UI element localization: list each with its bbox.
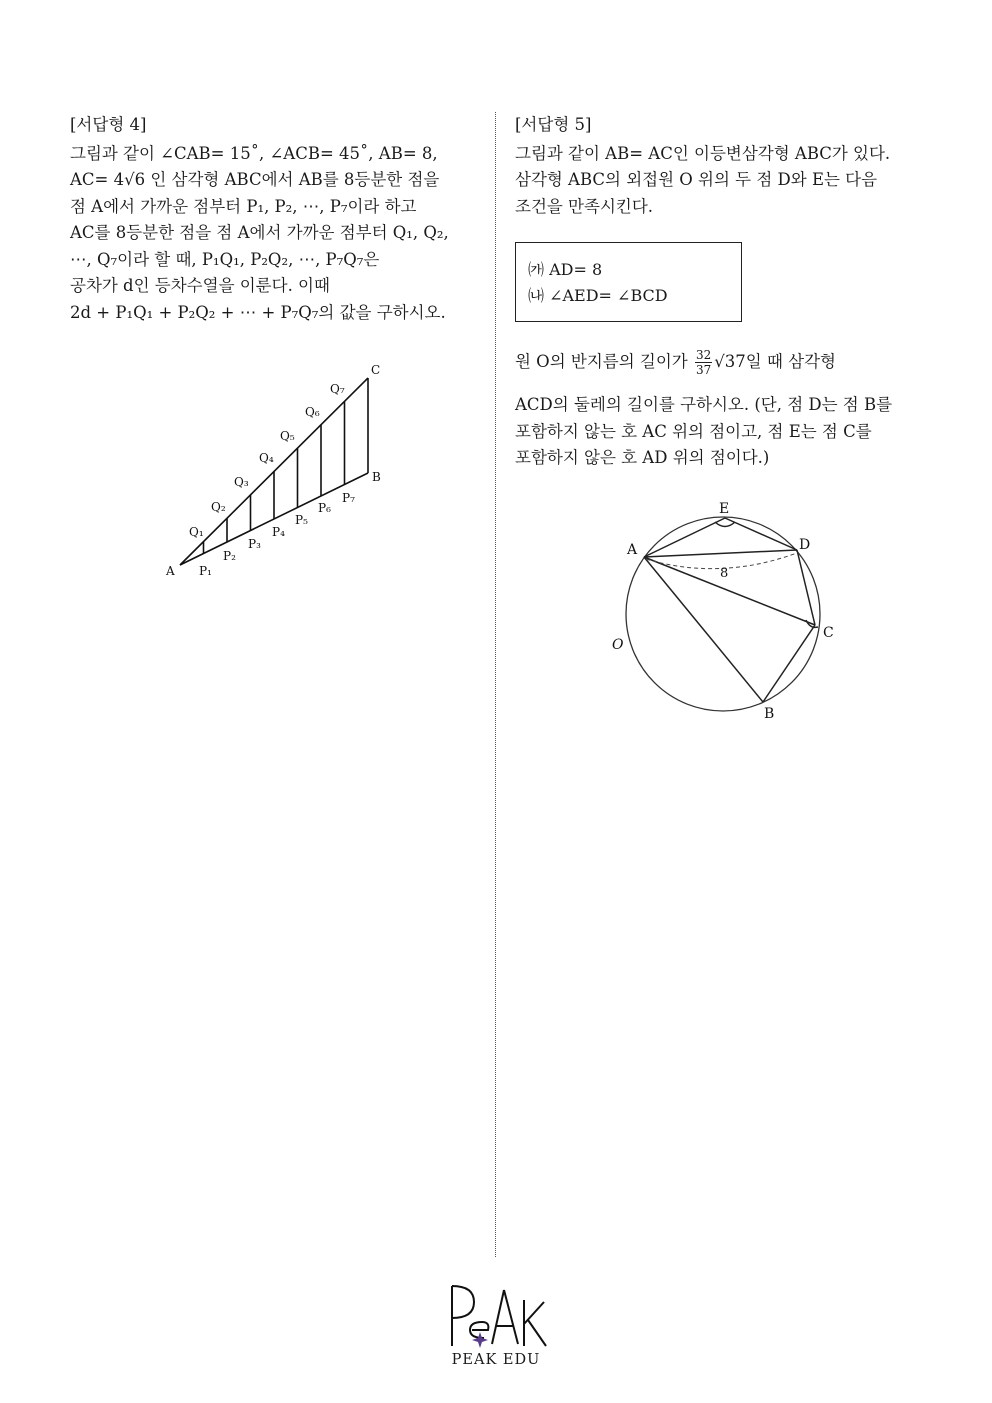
fraction-numerator: 32 (695, 348, 712, 362)
length-8-label: 8 (720, 566, 729, 581)
q4-label: Q₄ (259, 451, 274, 465)
segment-ab (644, 557, 763, 702)
q7-label: Q₇ (330, 382, 345, 396)
problem-5-rest-3: 포함하지 않은 호 AD 위의 점이다.) (515, 448, 770, 467)
problem-5-rest-2: 포함하지 않는 호 AC 위의 점이고, 점 E는 점 C를 (515, 421, 872, 441)
p6-label: P₆ (318, 501, 331, 515)
problem-4-line-7: 2d + P₁Q₁ + P₂Q₂ + ⋯ + P₇Q₇의 값을 구하시오. (70, 302, 446, 322)
radius-suffix: 일 때 삼각형 (745, 352, 836, 371)
point-d-label: D (799, 537, 811, 553)
point-a-label: A (627, 542, 638, 558)
radius-root: √37 (714, 352, 746, 371)
problem-5-intro-1: 그림과 같이 AB= AC인 이등변삼각형 ABC가 있다. (515, 143, 891, 163)
segment-ac (644, 557, 815, 625)
problem-4-heading: [서답형 4] (70, 115, 147, 134)
problem-4-line-2: AC= 4√6 인 삼각형 ABC에서 AB를 8등분한 점을 (70, 170, 440, 189)
q5-label: Q₅ (280, 429, 295, 443)
problem-4-line-6: 공차가 d인 등차수열을 이룬다. 이때 (70, 276, 330, 295)
circle-figure (600, 495, 850, 725)
point-c-label: C (823, 625, 834, 641)
problem-4 (70, 112, 475, 326)
problem-5-rest-1: ACD의 둘레의 길이를 구하시오. (단, 점 D는 점 B를 (515, 395, 893, 414)
q3-label: Q₃ (234, 475, 249, 489)
segment-ed (725, 518, 797, 550)
circumcircle (626, 517, 820, 711)
peak-logo-mark (440, 1278, 552, 1352)
star-icon (472, 1332, 488, 1348)
triangle-figure (160, 360, 390, 585)
problem-5-intro-3: 조건을 만족시킨다. (515, 196, 654, 216)
segment-dc (797, 550, 815, 625)
fraction-denominator: 37 (695, 363, 712, 377)
logo-text: PEAK EDU (451, 1352, 541, 1368)
vertex-b-label: B (372, 470, 381, 484)
p4-label: P₄ (272, 525, 285, 539)
q2-label: Q₂ (211, 500, 226, 514)
problem-5-intro-2: 삼각형 ABC의 외접원 O 위의 두 점 D와 E는 다음 (515, 170, 878, 189)
problem-5-rest (515, 392, 915, 472)
condition-b: ㈏ ∠AED= ∠BCD (528, 286, 668, 305)
problem-5-heading: [서답형 5] (515, 115, 592, 134)
p1-label: P₁ (199, 564, 212, 578)
p7-label: P₇ (342, 491, 355, 505)
problem-4-line-1: 그림과 같이 ∠CAB= 15˚, ∠ACB= 45˚, AB= 8, (70, 143, 438, 163)
segment-ae (644, 518, 725, 557)
circle-o-label: O (612, 637, 624, 653)
point-b-label: B (764, 706, 775, 722)
radius-fraction (695, 348, 712, 377)
angle-e-arc (715, 522, 735, 527)
problem-4-line-4: AC를 8등분한 점을 점 A에서 가까운 점부터 Q₁, Q₂, (70, 223, 449, 242)
vertex-a-label: A (166, 564, 175, 578)
problem-4-line-3: 점 A에서 가까운 점부터 P₁, P₂, ⋯, P₇이라 하고 (70, 196, 417, 216)
p3-label: P₃ (248, 537, 261, 551)
peak-logo (440, 1278, 552, 1373)
segment-ad (644, 550, 797, 557)
column-divider (495, 112, 496, 1257)
condition-box (515, 242, 742, 322)
radius-statement (515, 348, 836, 377)
vertex-c-label: C (371, 363, 381, 377)
condition-a: ㈎ AD= 8 (528, 260, 603, 279)
radius-prefix: 원 O의 반지름의 길이가 (515, 352, 688, 371)
segment-cb (763, 625, 815, 702)
p5-label: P₅ (295, 513, 308, 527)
problem-4-line-5: ⋯, Q₇이라 할 때, P₁Q₁, P₂Q₂, ⋯, P₇Q₇은 (70, 249, 380, 269)
problem-5 (515, 112, 915, 220)
point-e-label: E (719, 501, 730, 517)
q1-label: Q₁ (189, 525, 204, 539)
p2-label: P₂ (223, 549, 236, 563)
q6-label: Q₆ (305, 405, 320, 419)
